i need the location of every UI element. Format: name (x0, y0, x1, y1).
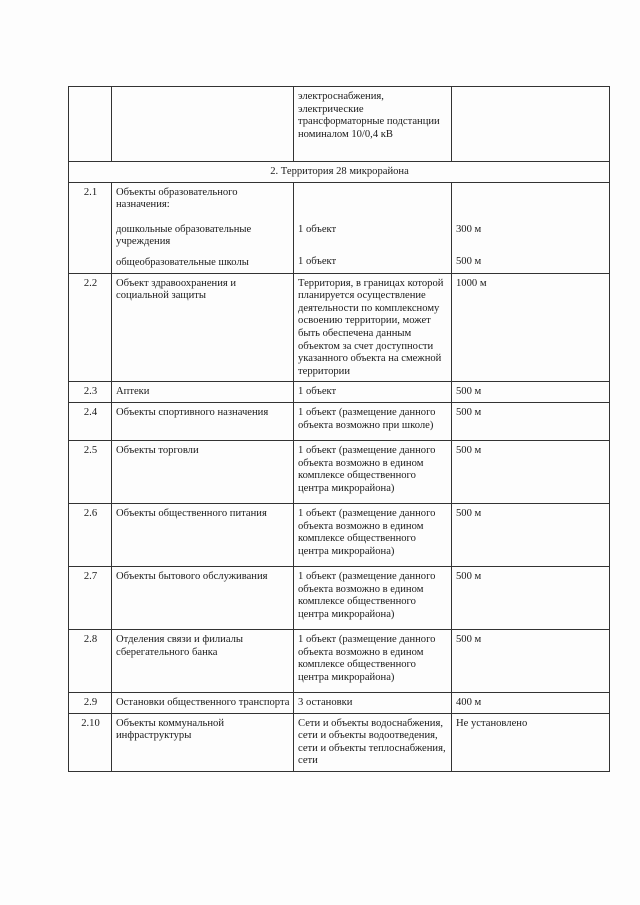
row-value: 3 остановки (294, 692, 452, 713)
row-number: 2.1 (69, 182, 112, 273)
row-value: 1 объект (294, 382, 452, 403)
table-row (69, 692, 610, 713)
row-dist: 500 м (452, 503, 610, 566)
row-number: 2.3 (69, 382, 112, 403)
sub-item-dist: 300 м (456, 223, 482, 235)
sub-item-value: 1 объект (298, 223, 337, 235)
cell-dist (452, 87, 610, 162)
table-row (69, 566, 610, 629)
row-name: Объекты бытового обслуживания (112, 566, 294, 629)
row-dist: 500 м (452, 629, 610, 692)
row-value: 1 объект (размещение данного объекта возможно при школе) (294, 402, 452, 440)
row-number: 2.10 (69, 713, 112, 771)
row-dist: 500 м (452, 440, 610, 503)
row-dist: 400 м (452, 692, 610, 713)
row-name: Объекты общественного питания (112, 503, 294, 566)
table-row (69, 440, 610, 503)
table-row (69, 182, 610, 273)
row-dist: 500 м (452, 382, 610, 403)
row-value: 1 объект (размещение данного объекта возможно в едином комплексе общественного центра микрорайона) (294, 440, 452, 503)
row-dist: Не установлено (452, 713, 610, 771)
row-dist: 500 м (452, 566, 610, 629)
row-number: 2.5 (69, 440, 112, 503)
sub-item-name: дошкольные образовательные учреждения (116, 223, 252, 248)
row-name-heading: Объекты образовательного назначения: (116, 186, 238, 211)
row-number: 2.9 (69, 692, 112, 713)
sub-item-dist: 500 м (456, 256, 482, 268)
row-dist (452, 182, 610, 273)
sub-item-name: общеобразовательные школы (116, 256, 249, 268)
row-name: Объекты спортивного назначения (112, 402, 294, 440)
row-name: Объекты торговли (112, 440, 294, 503)
table-row (69, 87, 610, 162)
row-value: 1 объект (размещение данного объекта возможно в едином комплексе общественного центра микрорайона) (294, 503, 452, 566)
facilities-table (68, 86, 610, 772)
row-value: 1 объект (размещение данного объекта возможно в едином комплексе общественного центра микрорайона) (294, 566, 452, 629)
cell-name (112, 87, 294, 162)
row-number: 2.8 (69, 629, 112, 692)
row-number: 2.6 (69, 503, 112, 566)
row-dist: 1000 м (452, 273, 610, 382)
row-name: Остановки общественного транспорта (112, 692, 294, 713)
row-number: 2.2 (69, 273, 112, 382)
row-name: Отделения связи и филиалы сберегательного банка (112, 629, 294, 692)
table-row (69, 629, 610, 692)
row-number: 2.4 (69, 402, 112, 440)
section-header-row (69, 162, 610, 183)
row-name: Аптеки (112, 382, 294, 403)
cell-value: электроснабжения, электрические трансформаторные подстанции номиналом 10/0,4 кВ (294, 87, 452, 162)
row-value: 1 объект (размещение данного объекта возможно в едином комплексе общественного центра микрорайона) (294, 629, 452, 692)
row-value: Сети и объекты водоснабжения, сети и объекты водоотведения, сети и объекты теплоснабжения, сети (294, 713, 452, 771)
row-value (294, 182, 452, 273)
section-title: 2. Территория 28 микрорайона (69, 162, 610, 183)
table-row (69, 402, 610, 440)
table-row (69, 382, 610, 403)
row-name (112, 182, 294, 273)
row-name: Объект здравоохранения и социальной защиты (112, 273, 294, 382)
table-row (69, 713, 610, 771)
row-number: 2.7 (69, 566, 112, 629)
table-row (69, 503, 610, 566)
cell-num (69, 87, 112, 162)
row-value: Территория, в границах которой планируется осуществление деятельности по комплексному освоению территории, может быть обеспечена данным объектом за счет доступности указанного объекта на смежной территории (294, 273, 452, 382)
sub-item-value: 1 объект (298, 256, 337, 268)
table-row (69, 273, 610, 382)
row-dist: 500 м (452, 402, 610, 440)
row-name: Объекты коммунальной инфраструктуры (112, 713, 294, 771)
